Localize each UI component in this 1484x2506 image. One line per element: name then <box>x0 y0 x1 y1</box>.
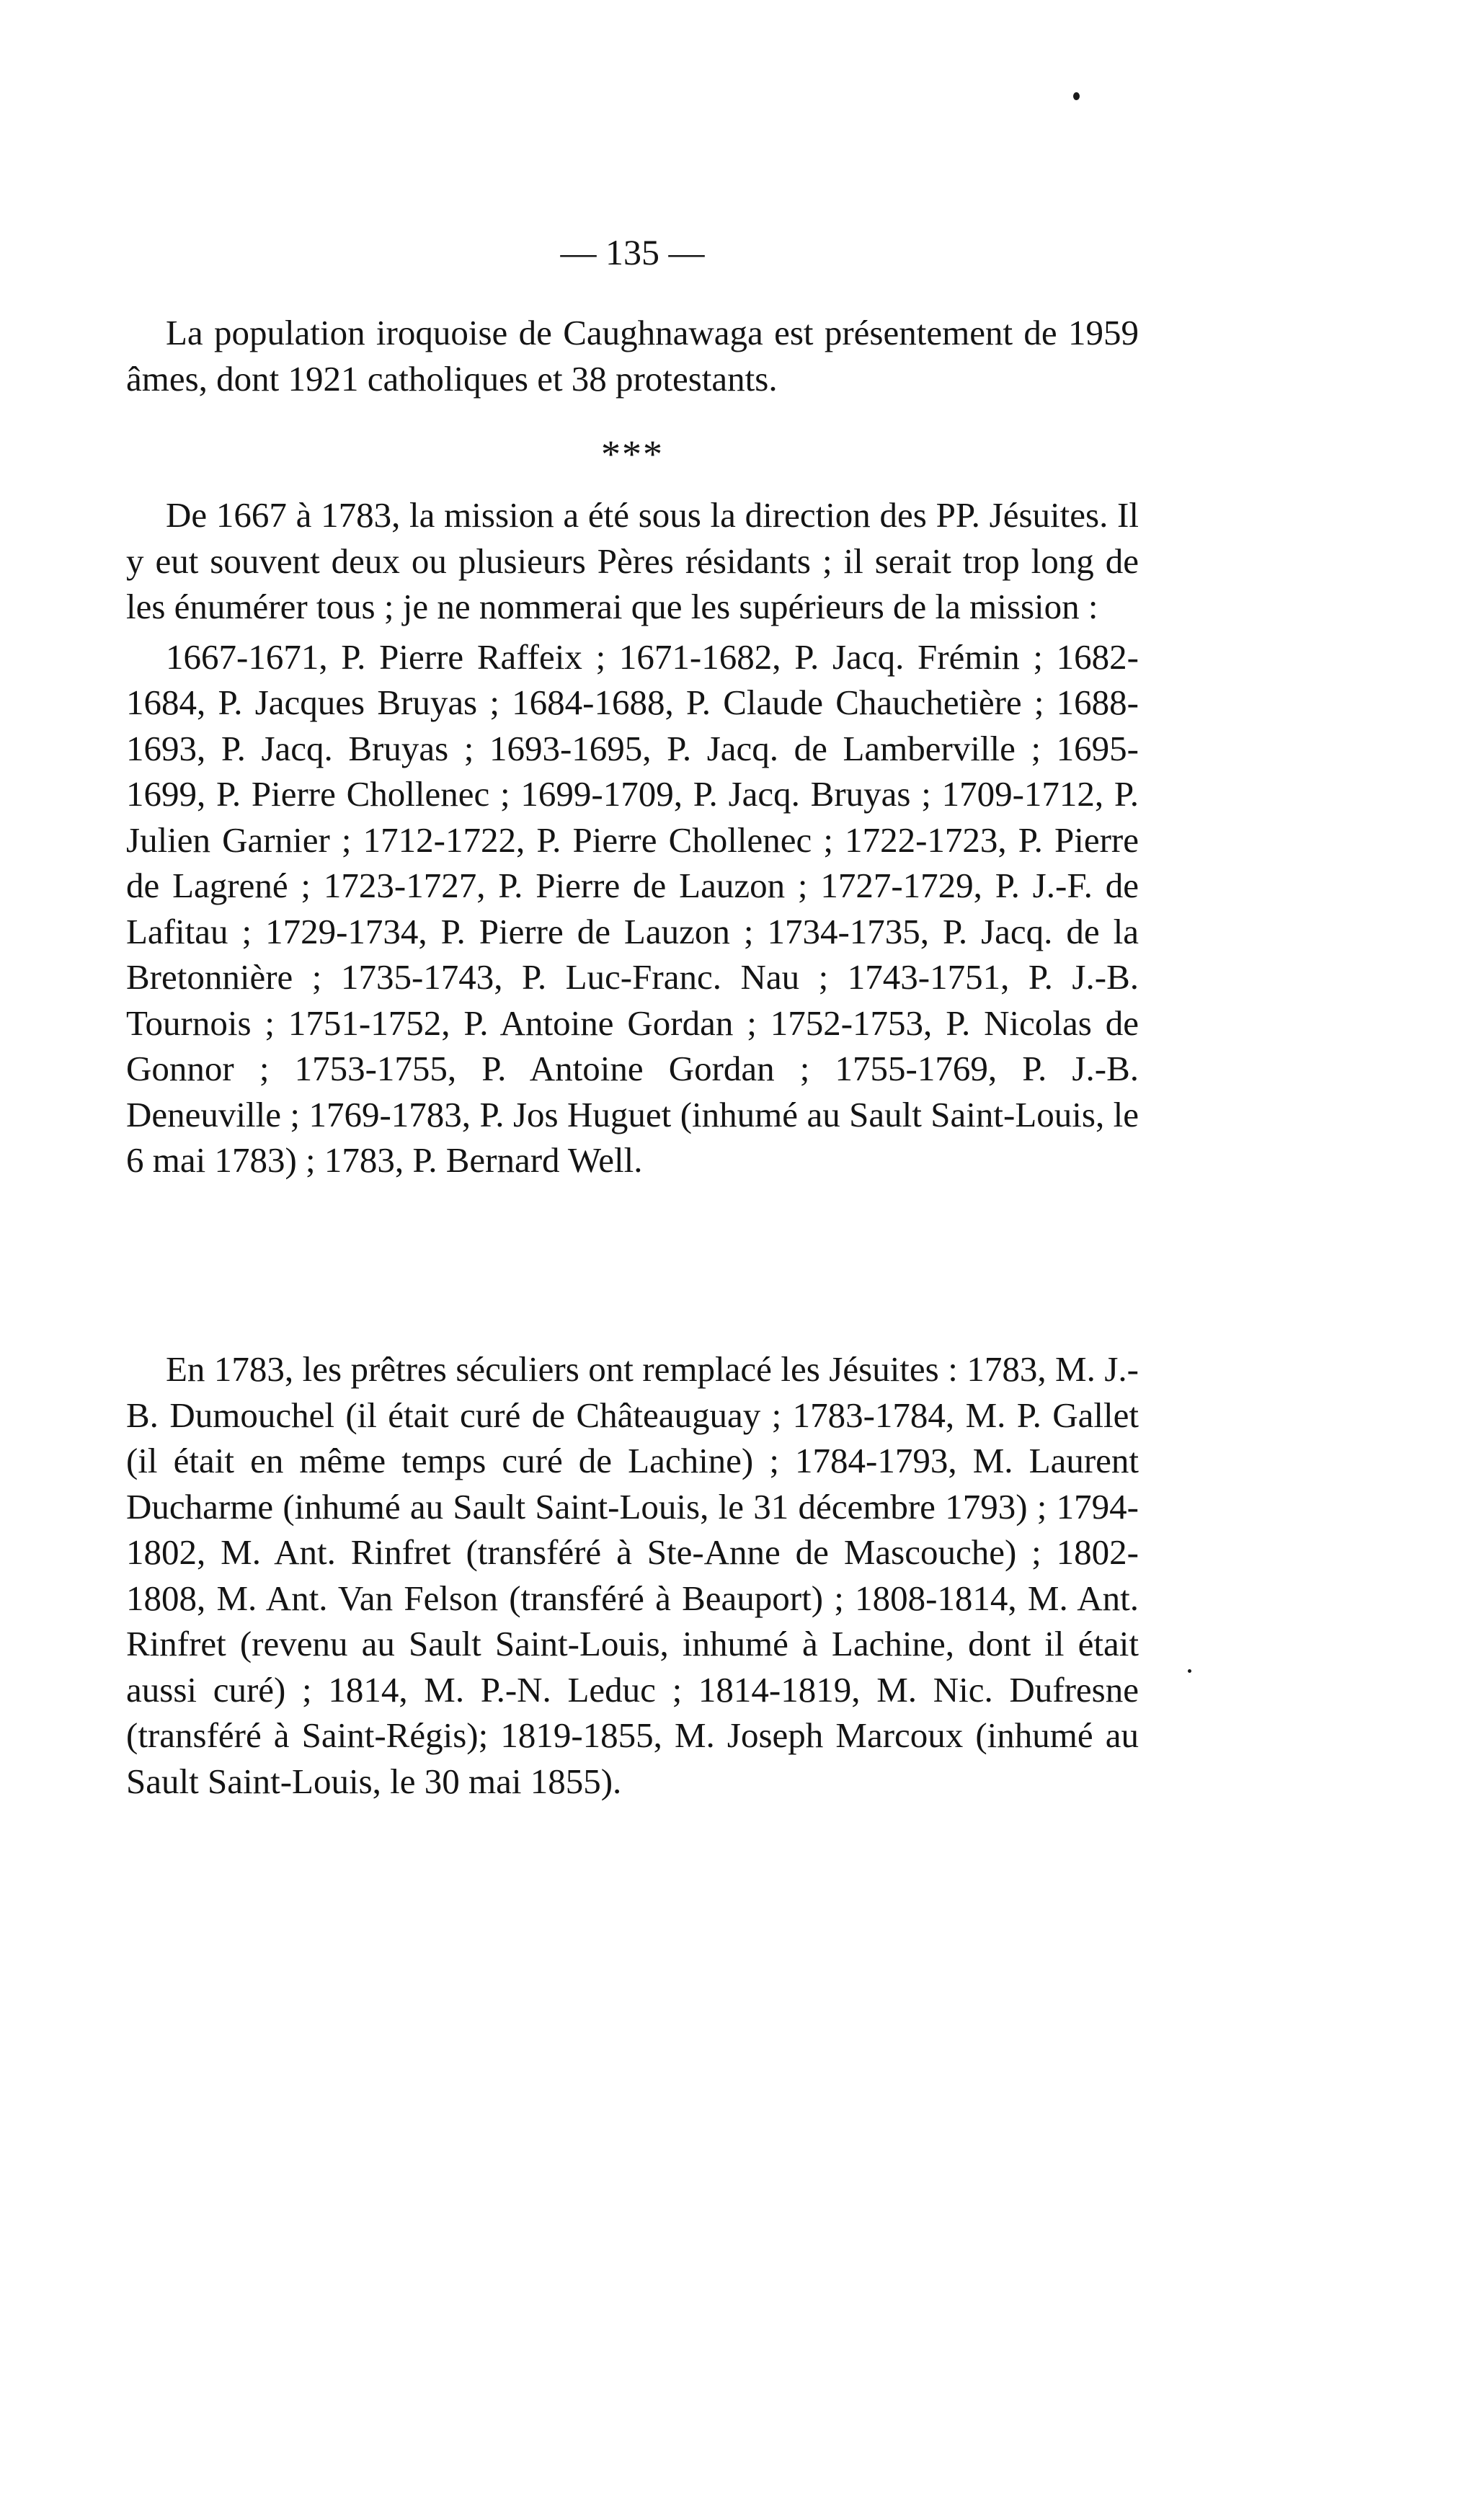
asterism: *** <box>601 432 664 476</box>
asterism-separator <box>126 432 1139 476</box>
paragraph-population: La population iroquoise de Caughnawaga est présentement de 1959 âmes, dont 1921 catholiques et 38 protestants. <box>126 313 1139 399</box>
ink-speck <box>1188 1669 1191 1673</box>
paragraph-jesuits-list: 1667-1671, P. Pierre Raffeix ; 1671-1682, P. Jacq. Frémin ; 1682-1684, P. Jacques Bruyas ; 1684-1688, P. Claude Chauchetière ; 1688-1693, P. Jacq. Bruyas ; 1693-1695, P. Jacq. de Lamberville ; 1695-1699, P. Pierre Chollenec ; 1699-1709, P. Jacq. Bruyas ; 1709-1712, P. Julien Garnier ; 1712-1722, P. Pierre Chollenec ; 1722-1723, P. Pierre de Lagrené ; 1723-1727, P. Pierre de Lauzon ; 1727-1729, P. J.-F. de Lafitau ; 1729-1734, P. Pierre de Lauzon ; 1734-1735, P. Jacq. de la Bretonnière ; 1735-1743, P. Luc-Franc. Nau ; 1743-1751, P. J.-B. Tournois ; 1751-1752, P. Antoine Gordan ; 1752-1753, P. Nicolas de Gonnor ; 1753-1755, P. Antoine Gordan ; 1755-1769, P. J.-B. Deneuville ; 1769-1783, P. Jos Huguet (inhumé au Sault Saint-Louis, le 6 mai 1783) ; 1783, P. Bernard Well. <box>126 636 1139 1180</box>
population-section <box>126 310 1139 401</box>
paragraph-secular-priests: En 1783, les prêtres séculiers ont remplacé les Jésuites : 1783, M. J.-B. Dumouchel (il était curé de Châteauguay ; 1783-1784, M. P. Gallet (il était en même temps curé de Lachine) ; 1784-1793, M. Laurent Ducharme (inhumé au Sault Saint-Louis, le 31 décembre 1793) ; 1794-1802, M. Ant. Rinfret (transféré à Ste-Anne de Mascouche) ; 1802-1808, M. Ant. Van Felson (transféré à Beauport) ; 1808-1814, M. Ant. Rinfret (revenu au Sault Saint-Louis, inhumé à Lachine, dont il était aussi curé) ; 1814, M. P.-N. Leduc ; 1814-1819, M. Nic. Dufresne (transféré à Saint-Régis); 1819-1855, M. Joseph Marcoux (inhumé au Sault Saint-Louis, le 30 mai 1855). <box>126 1349 1139 1801</box>
paragraph-jesuits-intro: De 1667 à 1783, la mission a été sous la direction des PP. Jésuites. Il y eut souvent deux ou plusieurs Pères résidants ; il serait trop long de les énumérer tous ; je ne nommerai que les supérieurs de la mission : <box>126 495 1139 626</box>
secular-priests-section <box>126 1346 1139 1804</box>
page-number: — 135 — <box>560 232 705 272</box>
ink-speck <box>1073 92 1080 100</box>
jesuits-section <box>126 492 1139 1183</box>
